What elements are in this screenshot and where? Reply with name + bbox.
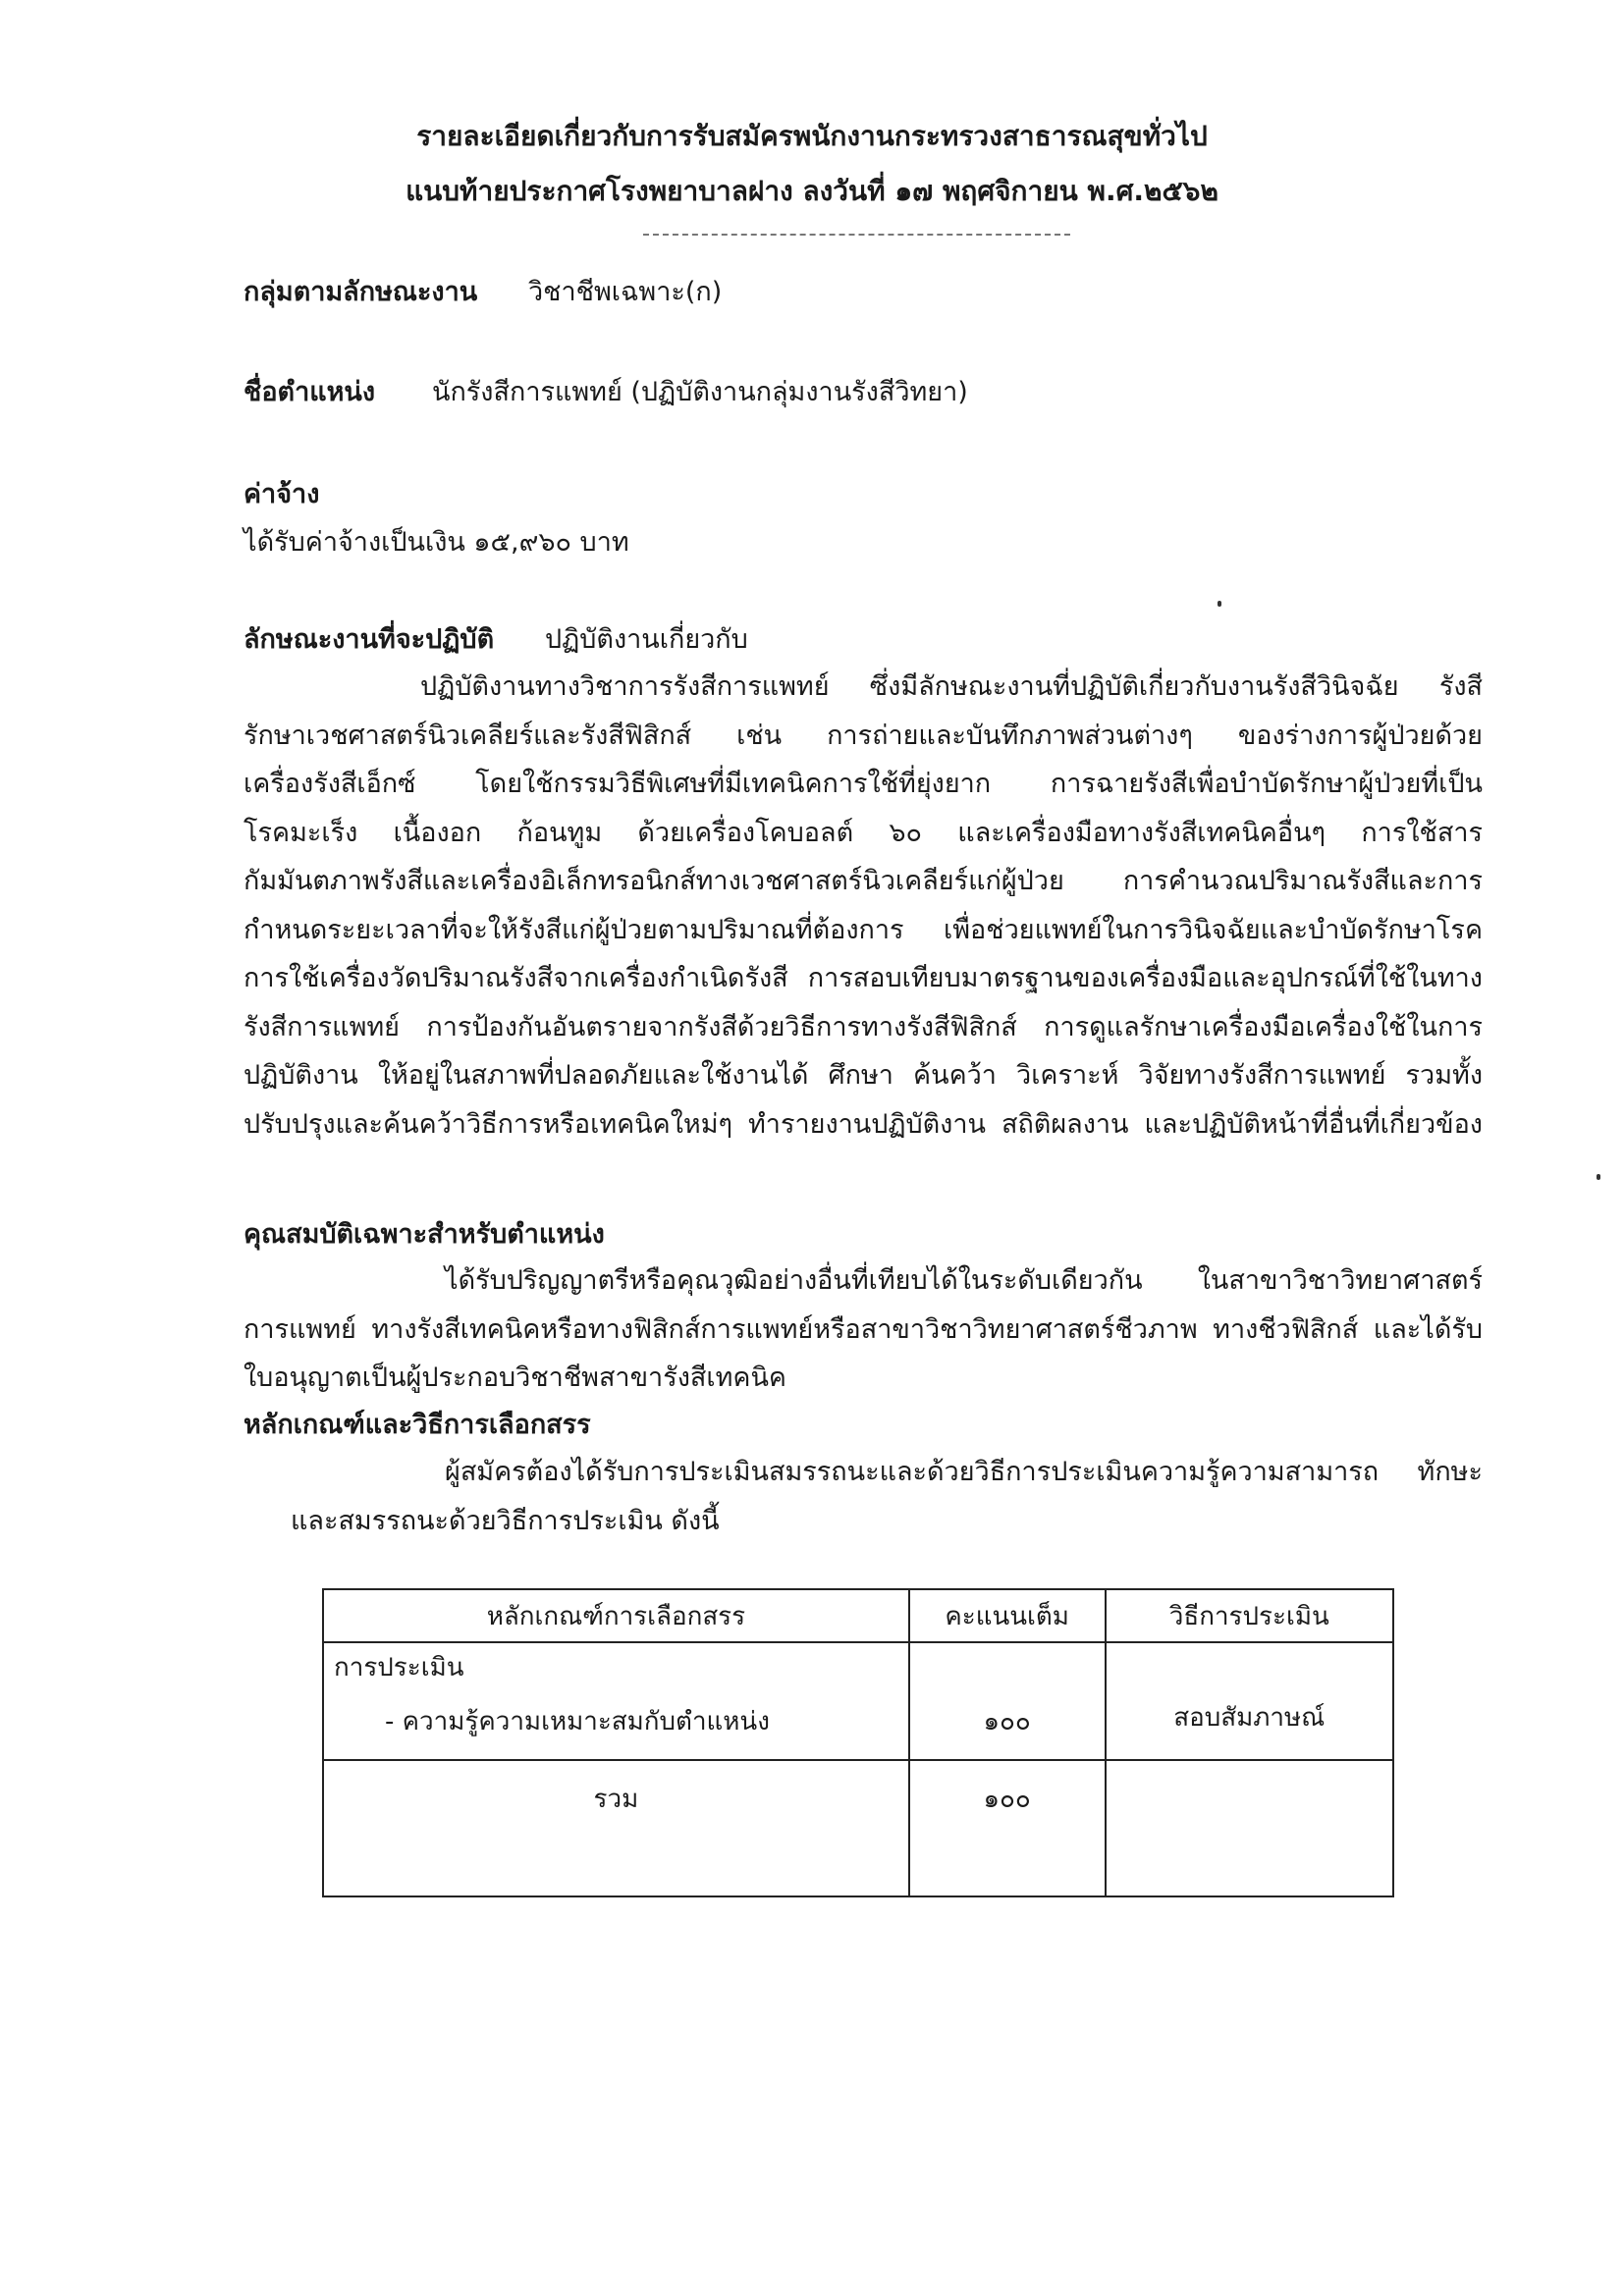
qualifications-line: ได้รับปริญญาตรีหรือคุณวุฒิอย่างอื่นที่เทียบได้ในระดับเดียวกัน ในสาขาวิชาวิทยาศาสตร์ (445, 1265, 1483, 1296)
position-name-label: ชื่อตำแหน่ง (244, 377, 376, 407)
table-row (323, 1760, 1393, 1896)
scan-speck (1218, 601, 1221, 607)
qualifications-line: การแพทย์ ทางรังสีเทคนิคหรือทางฟิสิกส์การแพทย์หรือสาขาวิชาวิทยาศาสตร์ชีวภาพ ทางชีวฟิสิกส์ และได้รับ (244, 1313, 1483, 1345)
duties-heading: ลักษณะงานที่จะปฏิบัติ (244, 624, 495, 655)
duties-line: การใช้เครื่องวัดปริมาณรังสีจากเครื่องกำเนิดรังสี การสอบเทียบมาตรฐานของเครื่องมือและอุปกรณ์ที่ใช้ในทาง (244, 963, 1483, 993)
duties-paragraph (244, 663, 1483, 1148)
doc-title-line2: แนบท้ายประกาศโรงพยาบาลฝาง ลงวันที่ ๑๗ พฤศจิกายน พ.ศ.๒๕๖๒ (406, 175, 1218, 207)
selection-paragraph (244, 1448, 1483, 1545)
criteria-group-label: การประเมิน (334, 1653, 464, 1682)
method-column-header: วิธีการประเมิน (1106, 1589, 1394, 1642)
title-divider (643, 234, 1070, 236)
table-row (323, 1642, 1393, 1760)
criteria-table-header-row (323, 1589, 1393, 1642)
duties-line: กำหนดระยะเวลาที่จะให้รังสีแก่ผู้ป่วยตามปริมาณที่ต้องการ เพื่อช่วยแพทย์ในการวินิจฉัยและบำบัดรักษาโรค (244, 914, 1483, 945)
job-group-value: วิชาชีพเฉพาะ(ก) (528, 277, 723, 307)
duties-line: โรคมะเร็ง เนื้องอก ก้อนทูม ด้วยเครื่องโคบอลต์ ๖๐ และเครื่องมือทางรังสีเทคนิคอื่นๆ การใช้สาร (244, 817, 1483, 848)
selection-line: และสมรรถนะด้วยวิธีการประเมิน ดังนี้ (291, 1505, 720, 1536)
criteria-column-header: หลักเกณฑ์การเลือกสรร (323, 1589, 909, 1642)
duties-line: ปฏิบัติงานทางวิชาการรังสีการแพทย์ ซึ่งมีลักษณะงานที่ปฏิบัติเกี่ยวกับงานรังสีวินิจฉัย รังสี (420, 671, 1483, 702)
total-score-cell: ๑๐๐ (909, 1760, 1106, 1896)
duties-line: ปฏิบัติงาน ให้อยู่ในสภาพที่ปลอดภัยและใช้งานได้ ศึกษา ค้นคว้า วิเคราะห์ วิจัยทางรังสีการแพทย์ รวมทั้ง (244, 1060, 1483, 1091)
criteria-table (322, 1588, 1394, 1897)
full-score-column-header: คะแนนเต็ม (909, 1589, 1106, 1642)
total-label-cell: รวม (323, 1760, 909, 1896)
method-cell: สอบสัมภาษณ์ (1106, 1642, 1394, 1760)
duties-line: รักษาเวชศาสตร์นิวเคลียร์และรังสีฟิสิกส์ เช่น การถ่ายและบันทึกภาพส่วนต่างๆ ของร่างการผู้ป่วยด้วย (244, 720, 1483, 751)
duties-line: ปรับปรุงและค้นคว้าวิธีการหรือเทคนิคใหม่ๆ ทำรายงานปฏิบัติงาน สถิติผลงาน และปฏิบัติหน้าที่อื่นที่เกี่ยวข้อง (244, 1108, 1483, 1140)
scan-speck (1597, 1174, 1600, 1180)
wage-text: ได้รับค่าจ้างเป็นเงิน ๑๕,๙๖๐ บาท (244, 527, 629, 558)
criteria-item: - ความรู้ความเหมาะสมกับตำแหน่ง (385, 1707, 770, 1736)
qualifications-heading: คุณสมบัติเฉพาะสำหรับตำแหน่ง (244, 1219, 605, 1250)
duties-line: เครื่องรังสีเอ็กซ์ โดยใช้กรรมวิธีพิเศษที่มีเทคนิคการใช้ที่ยุ่งยาก การฉายรังสีเพื่อบำบัดรักษาผู้ป่วยที่เป็น (244, 769, 1483, 799)
selection-line: ผู้สมัครต้องได้รับการประเมินสมรรถนะและด้วยวิธีการประเมินความรู้ความสามารถ ทักษะ (445, 1457, 1483, 1487)
position-name-value: นักรังสีการแพทย์ (ปฏิบัติงานกลุ่มงานรังสีวิทยา) (432, 377, 968, 407)
full-score-cell: ๑๐๐ (909, 1642, 1106, 1760)
total-method-cell (1106, 1760, 1394, 1896)
duties-line: รังสีการแพทย์ การป้องกันอันตรายจากรังสีด้วยวิธีการทางรังสีฟิสิกส์ การดูแลรักษาเครื่องมือเครื่องใช้ในการ (244, 1011, 1483, 1042)
wage-heading: ค่าจ้าง (244, 479, 320, 509)
job-group-label: กลุ่มตามลักษณะงาน (244, 277, 478, 307)
qualifications-paragraph (244, 1256, 1483, 1403)
doc-title-line1: รายละเอียดเกี่ยวกับการรับสมัครพนักงานกระทรวงสาธารณสุขทั่วไป (416, 120, 1208, 152)
qualifications-line: ใบอนุญาตเป็นผู้ประกอบวิชาชีพสาขารังสีเทคนิค (244, 1362, 786, 1393)
duties-subheading: ปฏิบัติงานเกี่ยวกับ (545, 624, 748, 655)
criteria-cell (323, 1642, 909, 1760)
selection-heading: หลักเกณฑ์และวิธีการเลือกสรร (244, 1410, 591, 1440)
duties-line: กัมมันตภาพรังสีและเครื่องอิเล็กทรอนิกส์ทางเวชศาสตร์นิวเคลียร์แก่ผู้ป่วย การคำนวณปริมาณรังสีและการ (244, 866, 1483, 896)
